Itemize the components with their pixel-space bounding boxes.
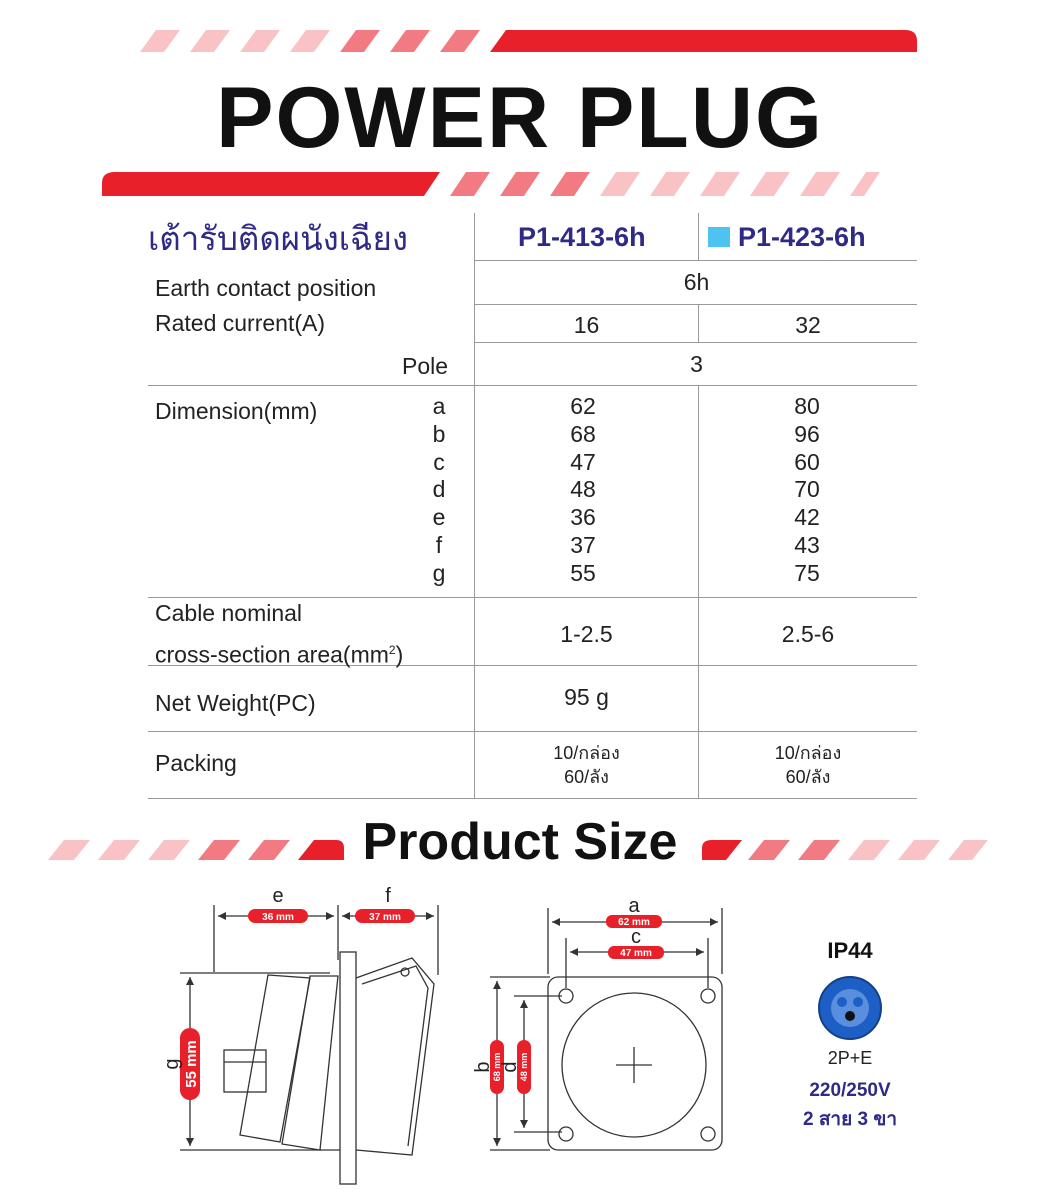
dimension-values-1: [543, 393, 623, 588]
dim-value: 55: [570, 559, 596, 586]
rated-current-value-1: 16: [573, 312, 600, 338]
dim-letter: g: [432, 559, 446, 586]
dim-c-value: 47 mm: [620, 948, 652, 959]
table-rule: [474, 342, 917, 343]
cable-label-line1: Cable nominal: [155, 600, 303, 626]
dim-a-letter: a: [628, 895, 640, 917]
front-view-drawing: [470, 880, 750, 1190]
cable-label-text: cross-section area(mm: [155, 641, 389, 668]
dim-letter: e: [432, 504, 446, 531]
dim-c-letter: c: [631, 926, 641, 948]
packing-case: 60/ลัง: [564, 767, 609, 787]
earth-contact-value: 6h: [683, 269, 710, 295]
packing-label: Packing: [155, 750, 237, 776]
table-rule: [474, 260, 917, 261]
table-rule: [148, 597, 917, 598]
dim-value: 42: [794, 504, 820, 531]
cable-value-1: 1-2.5: [560, 621, 613, 647]
dim-value: 37: [570, 531, 596, 558]
table-rule: [148, 731, 917, 732]
page-title: POWER PLUG: [216, 70, 824, 166]
socket-pin-icon: [816, 974, 884, 1042]
cable-label-sup: 2: [388, 643, 396, 657]
dim-g-letter: g: [161, 1058, 183, 1070]
packing-value-1: [475, 741, 698, 789]
model-marker: [708, 227, 730, 247]
dimension-letters: [399, 393, 479, 588]
dim-value: 60: [794, 448, 820, 475]
dim-value: 47: [570, 448, 596, 475]
dim-g-value: 55 mm: [183, 1040, 200, 1088]
table-rule: [148, 798, 917, 799]
dim-value: 43: [794, 531, 820, 558]
table-divider: [698, 386, 699, 798]
model-1: P1-413-6h: [518, 222, 646, 252]
pole-label: Pole: [402, 353, 449, 379]
table-rule: [148, 385, 917, 386]
dim-d-letter: d: [499, 1061, 521, 1073]
packing-box: 10/กล่อง: [774, 743, 842, 763]
net-weight-value-1: 95 g: [564, 684, 609, 710]
rated-current-label: Rated current(A): [155, 310, 326, 336]
cable-label-line2: [155, 636, 403, 669]
dim-letter: f: [435, 531, 443, 558]
ip-rating: IP44: [827, 938, 873, 963]
table-divider: [698, 213, 699, 261]
packing-box: 10/กล่อง: [553, 743, 620, 763]
wiring-note: 2 สาย 3 ขา: [802, 1109, 898, 1130]
dim-b-letter: b: [472, 1061, 494, 1073]
dim-value: 70: [794, 476, 820, 503]
dim-f-value: 37 mm: [369, 912, 401, 923]
dim-letter: d: [432, 476, 446, 503]
dim-value: 48: [570, 476, 596, 503]
side-view-drawing: [150, 880, 460, 1190]
dim-e-value: 36 mm: [262, 912, 294, 923]
dimension-label: Dimension(mm): [155, 398, 318, 424]
net-weight-label: Net Weight(PC): [155, 690, 316, 716]
dim-value: 80: [794, 393, 820, 419]
dim-value: 96: [794, 420, 820, 447]
dim-f-letter: f: [385, 885, 391, 907]
cable-label-close: ): [395, 641, 404, 668]
dim-value: 68: [570, 420, 596, 447]
product-type-thai: เต้ารับติดผนังเฉียง: [148, 220, 408, 257]
dim-value: 36: [570, 504, 596, 531]
dim-a-value: 62 mm: [618, 917, 650, 928]
dim-value: 75: [794, 559, 820, 586]
dimension-values-2: [767, 393, 847, 588]
earth-contact-label: Earth contact position: [155, 275, 377, 301]
packing-case: 60/ลัง: [785, 767, 831, 787]
dim-letter: a: [432, 393, 446, 419]
dim-e-letter: e: [272, 885, 284, 907]
packing-value-2: [699, 741, 917, 789]
cable-value-2: 2.5-6: [781, 621, 835, 647]
dim-letter: b: [432, 420, 446, 447]
product-size-heading: Product Size: [362, 813, 678, 871]
dim-b-value: 68 mm: [492, 1052, 502, 1082]
table-rule: [474, 304, 917, 305]
pin-config: 2P+E: [827, 1048, 873, 1068]
dim-letter: c: [433, 448, 445, 475]
voltage: 220/250V: [809, 1080, 891, 1101]
rated-current-value-2: 32: [795, 312, 821, 338]
pole-value: 3: [690, 351, 703, 377]
dim-value: 62: [570, 393, 596, 419]
model-2: P1-423-6h: [738, 222, 866, 252]
dim-d-value: 48 mm: [519, 1052, 529, 1082]
